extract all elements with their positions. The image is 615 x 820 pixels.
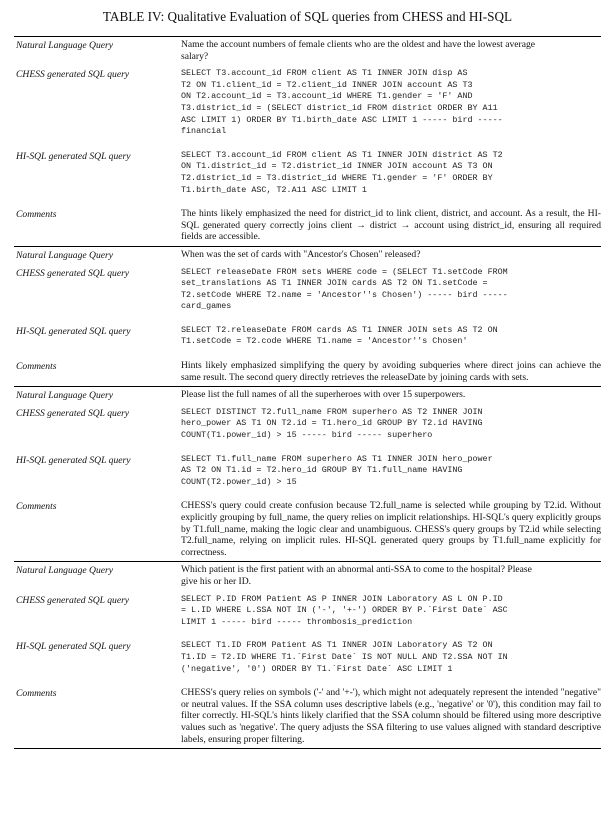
chess-content [181, 592, 601, 639]
nlq-label: Natural Language Query [14, 562, 181, 592]
example-1-hisql-row [14, 148, 601, 206]
chess-label: CHESS generated SQL query [16, 407, 130, 419]
hisql-content [181, 323, 601, 358]
example-2-nlq-row [14, 246, 601, 264]
comments-content [181, 206, 601, 246]
hisql-content [181, 452, 601, 499]
comment-text: Hints likely emphasized simplifying the query by avoiding subqueries where direct joins can achieve the same result. The second query directly retrieves the releaseDate by joining cards with sets. [181, 360, 601, 383]
hisql-line: T1.birth_date ASC, T2.A11 ASC LIMIT 1 [181, 184, 367, 195]
nlq-content [181, 37, 601, 67]
hisql-line: ON T1.district_id = T2.district_id INNER JOIN account AS T3 ON [181, 161, 493, 172]
chess-content [181, 405, 601, 452]
example-4-hisql-row [14, 638, 601, 685]
chess-line: ASC LIMIT 1) ORDER BY T1.birth_date ASC LIMIT 1 ----- bird ----- [181, 114, 503, 125]
nlq-content [181, 562, 601, 592]
chess-line: hero_power AS T1 ON T2.id = T1.hero_id GROUP BY T2.id HAVING [181, 418, 483, 429]
nlq-label: Natural Language Query [14, 37, 181, 67]
example-4-comments-row [14, 685, 601, 748]
chess-line: COUNT(T1.power_id) > 15 ----- bird ----- superhero [181, 430, 433, 441]
paper-page [14, 8, 601, 749]
hisql-line: ('negative', '0') ORDER BY T1.`First Date` ASC LIMIT 1 [181, 663, 453, 674]
example-2-hisql-row [14, 323, 601, 358]
nlq-content [181, 246, 601, 264]
nlq-content [181, 387, 601, 405]
hisql-line: T1.setCode = T2.code WHERE T1.name = 'Ancestor''s Chosen' [181, 336, 468, 347]
example-1-comments-row [14, 206, 601, 246]
hisql-line: SELECT T1.ID FROM Patient AS T1 INNER JOIN Laboratory AS T2 ON [181, 640, 493, 651]
nlq-line: Please list the full names of all the superheroes with over 15 superpowers. [181, 389, 466, 401]
example-3-nlq-row [14, 387, 601, 405]
table-caption: TABLE IV: Qualitative Evaluation of SQL queries from CHESS and HI-SQL [102, 9, 513, 24]
hisql-label: HI-SQL generated SQL query [16, 454, 131, 466]
example-3-chess-row [14, 405, 601, 452]
comments-content [181, 498, 601, 561]
hisql-line: SELECT T2.releaseDate FROM cards AS T1 INNER JOIN sets AS T2 ON [181, 324, 498, 335]
example-3-hisql-row [14, 452, 601, 499]
hisql-label: HI-SQL generated SQL query [16, 150, 131, 162]
nlq-line: When was the set of cards with "Ancestor's Chosen" released? [181, 248, 421, 260]
chess-line: SELECT releaseDate FROM sets WHERE code = (SELECT T1.setCode FROM [181, 266, 508, 277]
hisql-label: HI-SQL generated SQL query [16, 641, 131, 653]
chess-line: SELECT DISTINCT T2.full_name FROM superhero AS T2 INNER JOIN [181, 406, 483, 417]
comment-text: The hints likely emphasized the need for district_id to link client, district, and account. As a result, the HI-SQL generated query correctly joins client → district → account using district_id, ensuring all required fields are accessible. [181, 208, 601, 243]
comments-label: Comments [16, 501, 57, 513]
qualitative-evaluation-table [14, 36, 601, 749]
hisql-content [181, 148, 601, 206]
chess-label: CHESS generated SQL query [16, 594, 130, 606]
hisql-line: T2.district_id = T3.district_id WHERE T1.gender = 'F' ORDER BY [181, 172, 493, 183]
comments-content [181, 358, 601, 387]
comments-label: Comments [16, 361, 57, 373]
nlq-label: Natural Language Query [14, 246, 181, 264]
chess-line: SELECT P.ID FROM Patient AS P INNER JOIN Laboratory AS L ON P.ID [181, 593, 503, 604]
chess-content [181, 66, 601, 148]
comments-content [181, 685, 601, 748]
example-4-chess-row [14, 592, 601, 639]
chess-label: CHESS generated SQL query [16, 69, 130, 81]
nlq-line: Which patient is the first patient with an abnormal anti-SSA to come to the hospital? Please [181, 564, 532, 576]
comment-text: CHESS's query could create confusion because T2.full_name is selected while grouping by T2.id. Without explicitly grouping by full_name, the query relies on implicit relationships. HI-SQL's query explicitly groups by T1.full_name, making the logic clear and unambiguous. CHESS's query groups by T2.id while selecting T2.full_name, relying on implicit rules. HI-SQL generated query groups by T1.full_name explicitly for correctness. [181, 500, 601, 558]
nlq-line: give his or her ID. [181, 575, 252, 587]
chess-line: ON T2.account_id = T3.account_id WHERE T1.gender = 'F' AND [181, 91, 473, 102]
hisql-label: HI-SQL generated SQL query [16, 325, 131, 337]
chess-line: set_translations AS T1 INNER JOIN cards AS T2 ON T1.setCode = [181, 278, 488, 289]
chess-line: T3.district_id = (SELECT district_id FROM district ORDER BY A11 [181, 102, 498, 113]
comment-text: CHESS's query relies on symbols ('-' and '+-'), which might not adequately represent the intended "negative" or neutral values. If the SSA column uses descriptive labels (e.g., 'negative' or '0'), this condition may fail to filter correctly. HI-SQL's hints likely clarified that the SSA column should be filtered using more descriptive values such as 'negative'. The query adjusts the SSA filtering to use values aligned with standard descriptive labels, ensuring proper filtering. [181, 687, 601, 745]
chess-content [181, 265, 601, 323]
example-4-nlq-row [14, 562, 601, 592]
example-1-chess-row [14, 66, 601, 148]
chess-label: CHESS generated SQL query [16, 267, 130, 279]
chess-line: SELECT T3.account_id FROM client AS T1 INNER JOIN disp AS [181, 68, 468, 79]
hisql-line: AS T2 ON T1.id = T2.hero_id GROUP BY T1.full_name HAVING [181, 465, 463, 476]
nlq-label: Natural Language Query [14, 387, 181, 405]
hisql-line: SELECT T1.full_name FROM superhero AS T1 INNER JOIN hero_power [181, 453, 493, 464]
example-2-comments-row [14, 358, 601, 387]
chess-line: card_games [181, 301, 232, 312]
example-2-chess-row [14, 265, 601, 323]
hisql-line: SELECT T3.account_id FROM client AS T1 INNER JOIN district AS T2 [181, 149, 503, 160]
hisql-content [181, 638, 601, 685]
chess-line: LIMIT 1 ----- bird ----- thrombosis_prediction [181, 616, 413, 627]
example-3-comments-row [14, 498, 601, 561]
nlq-line: Name the account numbers of female clients who are the oldest and have the lowest average [181, 39, 536, 50]
hisql-line: T1.ID = T2.ID WHERE T1.`First Date` IS NOT NULL AND T2.SSA NOT IN [181, 651, 508, 662]
chess-line: T2 ON T1.client_id = T2.client_id INNER JOIN account AS T3 [181, 79, 473, 90]
comments-label: Comments [16, 209, 57, 221]
chess-line: T2.setCode WHERE T2.name = 'Ancestor''s Chosen') ----- bird ----- [181, 289, 508, 300]
hisql-line: COUNT(T2.power_id) > 15 [181, 476, 297, 487]
chess-line: = L.ID WHERE L.SSA NOT IN ('-', '+-') ORDER BY P.`First Date` ASC [181, 605, 508, 616]
comments-label: Comments [14, 685, 181, 748]
nlq-line: salary? [181, 50, 209, 62]
chess-line: financial [181, 126, 227, 137]
example-1-nlq-row [14, 37, 601, 67]
